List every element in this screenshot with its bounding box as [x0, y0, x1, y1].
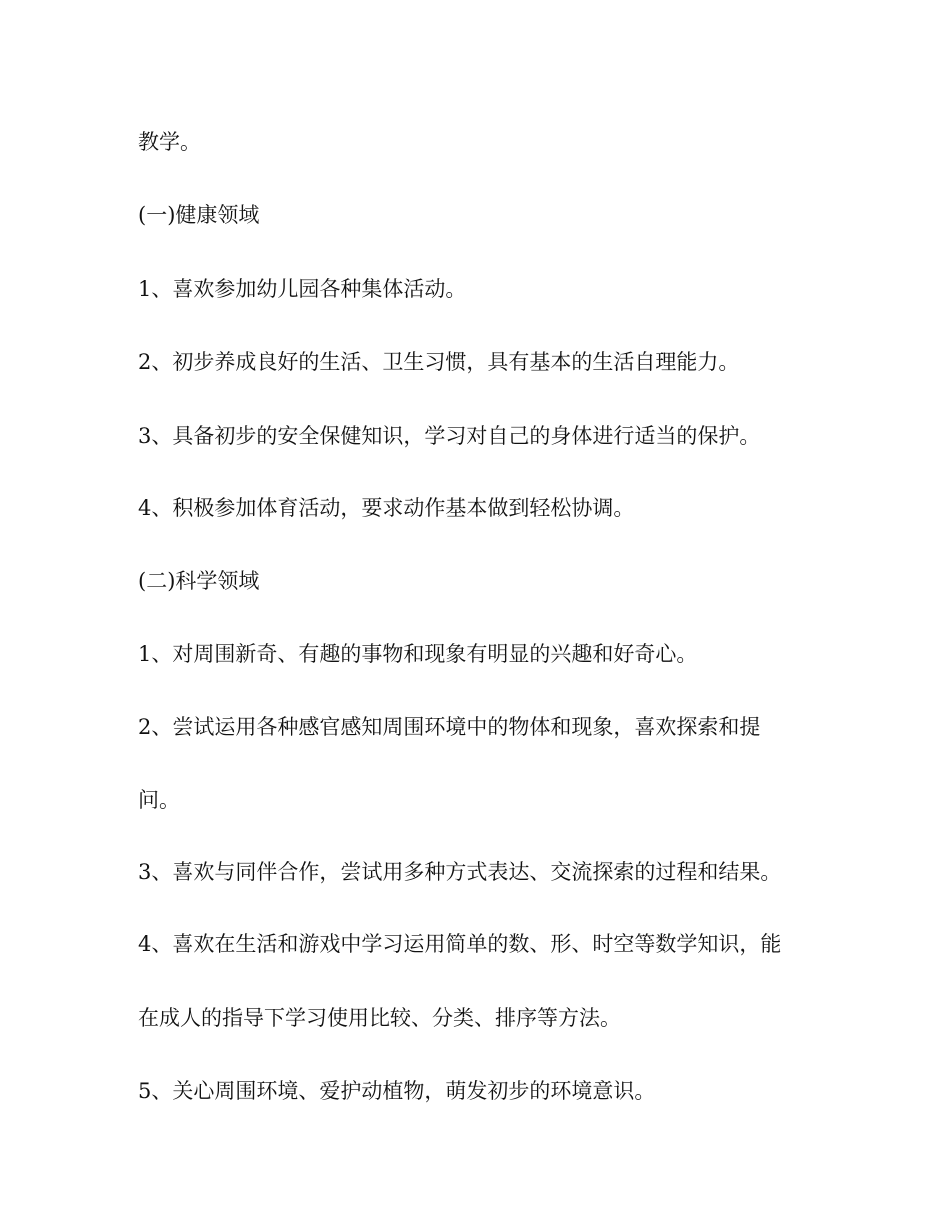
text-line: 1、对周围新奇、有趣的事物和现象有明显的兴趣和好奇心。 — [138, 642, 698, 666]
text-line: 在成人的指导下学习使用比较、分类、排序等方法。 — [138, 1006, 621, 1030]
text-line: 问。 — [138, 788, 180, 812]
text-line: 5、关心周围环境、爱护动植物，萌发初步的环境意识。 — [138, 1079, 656, 1103]
section-heading-health: (一)健康领域 — [138, 203, 260, 227]
text-line: 4、喜欢在生活和游戏中学习运用简单的数、形、时空等数学知识，能 — [138, 932, 782, 956]
text-line: 教学。 — [138, 130, 201, 154]
text-line: 4、积极参加体育活动，要求动作基本做到轻松协调。 — [138, 496, 635, 520]
text-line: 1、喜欢参加幼儿园各种集体活动。 — [138, 277, 467, 301]
text-line: 2、初步养成良好的生活、卫生习惯，具有基本的生活自理能力。 — [138, 350, 740, 374]
text-line: 3、喜欢与同伴合作，尝试用多种方式表达、交流探索的过程和结果。 — [138, 860, 782, 884]
text-line: 3、具备初步的安全保健知识，学习对自己的身体进行适当的保护。 — [138, 424, 761, 448]
text-line: 2、尝试运用各种感官感知周围环境中的物体和现象，喜欢探索和提 — [138, 715, 761, 739]
section-heading-science: (二)科学领域 — [138, 569, 260, 593]
